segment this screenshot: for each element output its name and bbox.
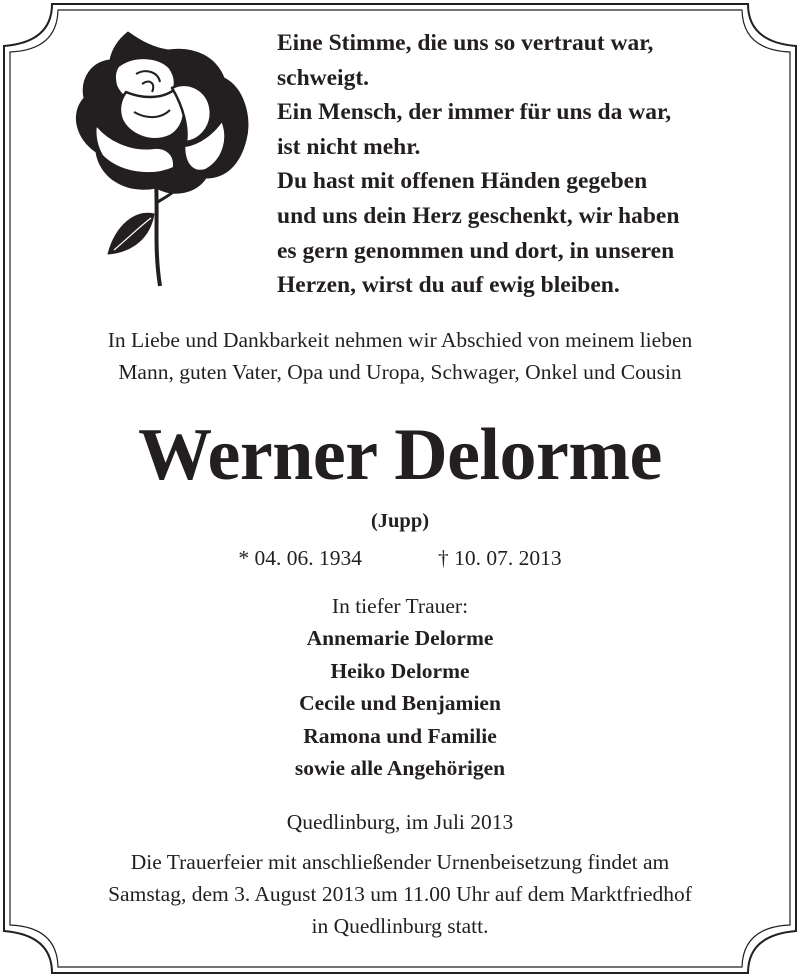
- intro-line: In Liebe und Dankbarkeit nehmen wir Abschied von meinem lieben: [107, 328, 693, 352]
- mourners-list: [0, 622, 800, 785]
- intro-text: [0, 324, 800, 388]
- mourner: Annemarie Delorme: [306, 626, 494, 650]
- place-date: Quedlinburg, im Juli 2013: [286, 810, 514, 834]
- mourner: Heiko Delorme: [330, 658, 470, 683]
- deceased-name: Werner Delorme: [138, 414, 662, 496]
- deceased-nickname: (Jupp): [370, 510, 430, 532]
- poem-line: es gern genommen und dort, in unseren: [277, 237, 675, 264]
- mourner: sowie alle Angehörigen: [294, 756, 506, 781]
- funeral-line: Die Trauerfeier mit anschließender Urnenbeisetzung findet am: [130, 850, 670, 874]
- poem-line: Du hast mit offenen Händen gegeben: [277, 168, 648, 195]
- funeral-line: in Quedlinburg statt.: [311, 914, 489, 938]
- funeral-line: Samstag, dem 3. August 2013 um 11.00 Uhr auf dem Marktfriedhof: [108, 882, 692, 906]
- poem-line: schweigt.: [277, 64, 370, 91]
- poem-line: und uns dein Herz geschenkt, wir haben: [277, 202, 680, 229]
- poem-line: Herzen, wirst du auf ewig bleiben.: [277, 272, 620, 299]
- rose-icon: [56, 28, 254, 290]
- poem-line: Eine Stimme, die uns so vertraut war,: [277, 30, 654, 56]
- poem-line: Ein Mensch, der immer für uns da war,: [277, 99, 672, 126]
- poem-line: ist nicht mehr.: [277, 133, 421, 160]
- death-date: † 10. 07. 2013: [438, 546, 562, 570]
- life-dates: [0, 542, 800, 574]
- mourner: Cecile und Benjamien: [299, 691, 501, 716]
- mourning-heading: In tiefer Trauer:: [331, 594, 469, 618]
- funeral-info: [0, 846, 800, 942]
- poem: [277, 26, 777, 303]
- intro-line: Mann, guten Vater, Opa und Uropa, Schwager, Onkel und Cousin: [118, 360, 682, 384]
- birth-date: * 04. 06. 1934: [238, 546, 362, 570]
- mourner: Ramona und Familie: [303, 723, 497, 748]
